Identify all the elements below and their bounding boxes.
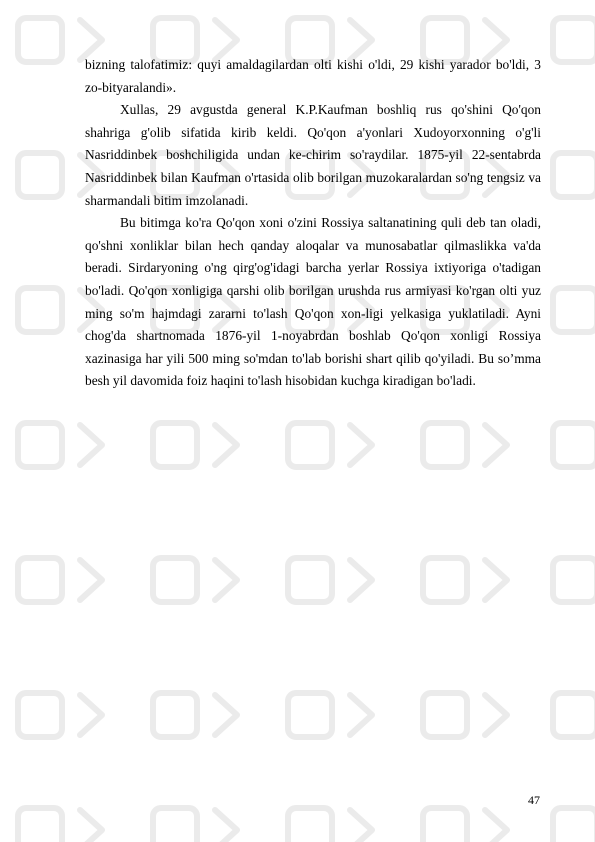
watermark-mark — [153, 558, 197, 602]
watermark-mark — [288, 693, 332, 737]
watermark-mark — [423, 423, 467, 467]
watermark-mark — [485, 810, 507, 842]
watermark-mark — [350, 695, 372, 735]
watermark-mark — [215, 695, 237, 735]
watermark-mark — [153, 693, 197, 737]
watermark-mark — [553, 693, 595, 737]
watermark-mark — [288, 423, 332, 467]
body-text — [85, 54, 541, 393]
watermark-mark — [553, 288, 595, 332]
watermark-mark — [18, 153, 62, 197]
watermark-mark — [80, 695, 102, 735]
watermark-mark — [288, 808, 332, 842]
watermark-mark — [485, 695, 507, 735]
watermark-mark — [153, 808, 197, 842]
watermark-mark — [18, 288, 62, 332]
watermark-mark — [18, 18, 62, 62]
watermark-mark — [485, 560, 507, 600]
watermark-mark — [553, 423, 595, 467]
watermark-mark — [215, 425, 237, 465]
watermark-mark — [80, 810, 102, 842]
watermark-mark — [423, 558, 467, 602]
page-number: 47 — [528, 793, 540, 807]
watermark-mark — [423, 693, 467, 737]
watermark-mark — [350, 560, 372, 600]
paragraph: Bu bitimga ko'ra Qo'qon xoni o'zini Rossiya saltanatining quli deb tan oladi, qo'shni xonliklar bilan hech qanday aloqalar va munosabatlar qilmaslikka va'da beradi. Sirdaryoning o'ng qirg'og'idagi barcha yerlar Rossiya ixtiyoriga o'tadigan bo'ladi. Qo'qon xonligiga qarshi olib borilgan urushda rus armiyasi ko'rgan olti yuz ming so'm hajmdagi zararni to'lash Qo'qon xon-ligi yelkasiga yuklatiladi. Ayni chog'da shartnomada 1876-yil 1-noyabrdan boshlab Qo'qon xonligi Rossiya xazinasiga har yili 500 ming so'mdan to'lab borishi shart qilib qo'yiladi. Bu so’mma besh yil davomida foiz haqini to'lash hisobidan kuchga kiradigan bo'ladi. — [85, 215, 541, 389]
watermark-mark — [18, 558, 62, 602]
watermark-mark — [215, 810, 237, 842]
watermark-mark — [153, 423, 197, 467]
watermark-mark — [553, 153, 595, 197]
watermark-mark — [350, 425, 372, 465]
watermark-mark — [350, 810, 372, 842]
watermark-mark — [485, 425, 507, 465]
watermark-mark — [215, 560, 237, 600]
watermark-mark — [288, 558, 332, 602]
paragraph: Xullas, 29 avgustda general K.P.Kaufman boshliq rus qo'shini Qo'qon shahriga g'olib sifatida kirib keldi. Qo'qon a'yonlari Xudoyorxonning o'g'li Nasriddinbek boshchiligida undan ke-chirim so'raydilar. 1875-yil 22-sentabrda Nasriddinbek bilan Kaufman o'rtasida olib borilgan muzokaralardan so'ng tengsiz va sharmandali bitim imzolanadi. — [85, 102, 541, 208]
watermark-mark — [553, 558, 595, 602]
watermark-mark — [18, 808, 62, 842]
watermark-mark — [553, 808, 595, 842]
watermark-mark — [18, 693, 62, 737]
paragraph-continuation: bizning talofatimiz: quyi amaldagilardan olti kishi o'ldi, 29 kishi yarador bo'ldi, 3 zo-bityaralandi». — [85, 57, 541, 95]
watermark-mark — [553, 18, 595, 62]
watermark-mark — [423, 808, 467, 842]
watermark-mark — [80, 425, 102, 465]
watermark-mark — [18, 423, 62, 467]
watermark-mark — [80, 560, 102, 600]
